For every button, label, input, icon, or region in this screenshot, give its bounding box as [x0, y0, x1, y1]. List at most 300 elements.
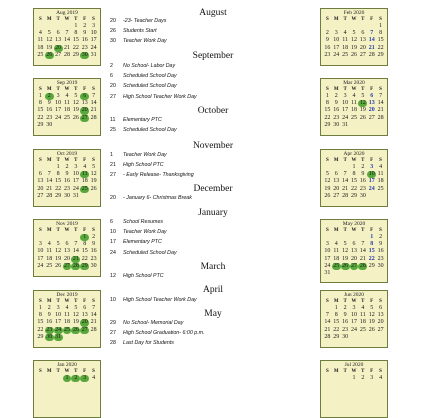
- calendar-day: [341, 234, 350, 241]
- calendar-day: [323, 23, 332, 30]
- calendar-day: [367, 122, 376, 129]
- calendar-day: 4: [361, 305, 365, 311]
- calendar-day: 7: [92, 93, 96, 99]
- calendar-title: Jun 2020: [343, 292, 364, 298]
- event-item: [110, 297, 197, 303]
- calendar-day: 30: [63, 192, 70, 199]
- calendar-day-marked: 13: [368, 100, 375, 107]
- event-text: Scheduled School Day: [123, 249, 177, 256]
- calendar-day: [71, 234, 80, 241]
- event-text: Last Day for Students: [123, 340, 174, 347]
- calendar-day: 29: [368, 262, 375, 269]
- calendar-day: 20: [37, 185, 44, 192]
- calendar-day: 11: [46, 248, 53, 255]
- event-item: [110, 273, 164, 279]
- weekday-label: S: [92, 299, 95, 304]
- weekday-label: S: [379, 87, 382, 92]
- weekday-label: S: [326, 299, 329, 304]
- calendar-day: 12: [324, 178, 331, 185]
- calendar-day: 18: [359, 319, 366, 326]
- weekday-label: S: [326, 158, 329, 163]
- calendar-day: 3: [325, 241, 329, 248]
- calendar-day: 2: [47, 305, 51, 311]
- calendar-day: [376, 270, 385, 277]
- weekday-label: W: [351, 17, 357, 22]
- event-item: [110, 28, 157, 34]
- calendar-week: [321, 164, 387, 171]
- calendar-day: 3: [74, 164, 78, 170]
- weekday-label: T: [74, 299, 78, 304]
- event-item: [110, 219, 163, 225]
- calendar-day: 1: [63, 375, 72, 382]
- calendar-day: 19: [324, 185, 331, 192]
- event-text: School Resumes: [123, 219, 164, 225]
- calendar-day: 29: [350, 192, 357, 199]
- calendar-day: 5: [370, 305, 374, 311]
- event-item: [110, 320, 183, 326]
- calendar-day: 27: [333, 192, 340, 199]
- event-item: [110, 229, 167, 235]
- calendar-day: 19: [90, 178, 97, 185]
- calendar-day: 17: [324, 255, 331, 262]
- calendar-day: [45, 375, 54, 382]
- calendar-day: 9: [325, 37, 329, 44]
- calendar-day: 27: [81, 114, 88, 121]
- calendar-day: 3: [38, 241, 42, 248]
- calendar-week: [321, 122, 387, 129]
- calendar-day: 30: [359, 192, 366, 199]
- calendar-day: 15: [350, 178, 357, 185]
- mini-calendar-aug2019: [33, 8, 101, 66]
- calendar-day: 14: [359, 248, 366, 255]
- calendar-day: 4: [65, 305, 69, 311]
- calendar-day: [332, 234, 341, 241]
- calendar-day: 14: [90, 312, 97, 319]
- calendar-day: 7: [379, 93, 383, 99]
- calendar-day: 15: [81, 248, 88, 255]
- weekday-label: M: [333, 158, 339, 163]
- calendar-week: [34, 37, 100, 44]
- weekday-label: M: [46, 299, 52, 304]
- calendar-day: 7: [47, 171, 51, 178]
- calendar-week: [34, 312, 100, 319]
- weekday-label: T: [361, 17, 365, 22]
- calendar-day: 10: [350, 312, 357, 319]
- calendar-day: [358, 334, 367, 341]
- event-text: - January 6- Christmas Break: [123, 195, 192, 201]
- event-text: - Early Release- Thanksgiving: [123, 172, 194, 179]
- calendar-day: 7: [65, 30, 69, 37]
- calendar-day: 30: [90, 262, 97, 269]
- month-heading-january: January: [198, 208, 228, 218]
- calendar-day: [367, 193, 376, 200]
- calendar-week: [34, 248, 100, 255]
- calendar-day: 12: [72, 100, 79, 107]
- weekday-label: S: [326, 87, 329, 92]
- event-date: 10: [110, 297, 116, 303]
- calendar-day: 23: [90, 255, 97, 262]
- calendar-day: 16: [46, 319, 53, 326]
- calendar-day: 9: [343, 312, 347, 319]
- weekday-label: S: [39, 158, 42, 163]
- calendar-day-marked: 7: [370, 30, 374, 37]
- event-text: High School Teacher Work Day: [123, 297, 197, 303]
- event-text: High School Graduation- 6:00 p.m.: [123, 330, 205, 337]
- calendar-day: 22: [37, 326, 44, 333]
- calendar-day: [376, 334, 385, 341]
- calendar-day: 2: [379, 234, 383, 240]
- event-date: 29: [110, 320, 116, 326]
- calendar-day: 6: [334, 171, 338, 178]
- calendar-day: 25: [37, 51, 44, 58]
- event-text: Teacher Work Day: [123, 152, 167, 158]
- calendar-week: [34, 30, 100, 37]
- event-text: No School- Memorial Day: [123, 320, 184, 326]
- calendar-title: Mar 2020: [343, 80, 365, 86]
- calendar-day: 11: [342, 37, 349, 44]
- calendar-day: 4: [92, 375, 96, 381]
- event-date: 10: [110, 229, 116, 236]
- calendar-day: 23: [46, 114, 53, 121]
- event-text: Students Start: [123, 28, 157, 35]
- calendar-day: 30: [46, 121, 53, 128]
- calendar-day: 24: [342, 114, 349, 121]
- calendar-day: 5: [352, 30, 356, 37]
- weekday-label: M: [46, 158, 52, 163]
- calendar-day: 26: [359, 114, 366, 121]
- calendar-day: 3: [56, 93, 60, 99]
- calendar-day: 5: [361, 93, 365, 99]
- calendar-day: 14: [377, 100, 384, 107]
- calendar-day: [63, 334, 72, 341]
- calendar-day: 5: [325, 171, 329, 178]
- calendar-day: 16: [333, 107, 340, 114]
- mini-calendar-jun2020: [320, 290, 388, 348]
- weekday-label: F: [83, 369, 87, 374]
- calendar-week: [34, 107, 100, 114]
- weekday-label: T: [56, 299, 60, 304]
- calendar-week: [321, 93, 387, 100]
- calendar-day: 21: [324, 326, 331, 333]
- calendar-day: [89, 334, 98, 341]
- calendar-day-marked: 1: [370, 234, 374, 240]
- calendar-day: 20: [350, 255, 357, 262]
- calendar-day: [358, 23, 367, 30]
- calendar-day: 25: [81, 185, 88, 192]
- calendar-day: 10: [333, 37, 340, 44]
- weekday-label: S: [92, 87, 95, 92]
- calendar-day: 26: [46, 51, 53, 58]
- month-heading-september: September: [192, 51, 234, 61]
- calendar-day: 6: [56, 30, 60, 37]
- weekday-label: F: [370, 17, 374, 22]
- calendar-day: 20: [81, 319, 88, 326]
- calendar-day: 13: [81, 312, 88, 319]
- event-text: Scheduled School Day: [123, 73, 177, 80]
- weekday-label: F: [83, 158, 87, 163]
- weekday-label: T: [74, 228, 78, 233]
- calendar-day: 1: [325, 93, 329, 99]
- calendar-day: [45, 23, 54, 30]
- weekday-label: S: [92, 369, 95, 374]
- calendar-day: 21: [90, 319, 97, 326]
- event-item: [110, 330, 205, 336]
- weekday-label: T: [343, 158, 347, 163]
- calendar-day: 30: [342, 333, 349, 340]
- calendar-day: 26: [342, 262, 349, 269]
- calendar-day: [323, 375, 332, 382]
- calendar-day: 16: [46, 107, 53, 114]
- event-date: 26: [110, 28, 116, 35]
- weekday-label: S: [379, 369, 382, 374]
- calendar-day: 26: [55, 262, 62, 269]
- calendar-day: 9: [65, 171, 69, 178]
- calendar-day: 22: [72, 44, 79, 51]
- weekday-label: S: [92, 17, 95, 22]
- weekday-label: T: [361, 299, 365, 304]
- calendar-day: 6: [80, 93, 89, 100]
- event-date: 27: [110, 330, 116, 337]
- calendar-day: [367, 270, 376, 277]
- weekday-label: T: [343, 369, 347, 374]
- calendar-day: 13: [55, 37, 62, 44]
- calendar-day: 11: [359, 312, 366, 319]
- calendar-day: 23: [377, 255, 384, 262]
- calendar-day: 11: [81, 171, 88, 178]
- calendar-day: 6: [83, 305, 87, 311]
- calendar-day: 1: [379, 23, 383, 29]
- calendar-day: 17: [342, 107, 349, 114]
- calendar-day: 28: [72, 262, 79, 269]
- event-item: [110, 162, 164, 168]
- calendar-day: 1: [80, 234, 89, 241]
- calendar-day: 26: [350, 51, 357, 58]
- calendar-day: 25: [342, 51, 349, 58]
- calendar-day: 15: [37, 319, 44, 326]
- calendar-week: [34, 115, 100, 122]
- calendar-day: 26: [324, 192, 331, 199]
- calendar-day: 21: [46, 185, 53, 192]
- event-date: 6: [110, 219, 113, 225]
- calendar-week: [34, 164, 100, 171]
- calendar-day-marked: 6: [370, 93, 374, 99]
- calendar-day: [323, 305, 332, 312]
- calendar-day: 20: [63, 255, 70, 262]
- calendar-title: Aug 2019: [56, 10, 78, 16]
- calendar-day: 11: [351, 100, 357, 107]
- weekday-label: T: [361, 158, 365, 163]
- calendar-day: 29: [81, 262, 88, 269]
- calendar-week: [321, 375, 387, 382]
- calendar-day: 23: [46, 326, 53, 333]
- calendar-week: [321, 37, 387, 44]
- calendar-day: 4: [343, 30, 347, 37]
- calendar-day: 3: [92, 23, 96, 29]
- calendar-day: 31: [342, 121, 349, 128]
- calendar-day: [358, 122, 367, 129]
- calendar-week: [34, 45, 100, 52]
- calendar-day: 7: [361, 241, 365, 248]
- calendar-day: 31: [55, 333, 62, 340]
- weekday-label: S: [39, 299, 42, 304]
- mini-calendar-mar2020: [320, 78, 388, 136]
- calendar-week: [321, 312, 387, 319]
- weekday-label: W: [64, 228, 70, 233]
- calendar-day-marked: 20: [368, 107, 375, 114]
- calendar-day: 24: [90, 44, 97, 51]
- calendar-week: [321, 45, 387, 52]
- calendar-week: [321, 241, 387, 248]
- calendar-day-marked: 22: [368, 255, 375, 262]
- calendar-week: [34, 375, 100, 382]
- calendar-week: [34, 256, 100, 263]
- weekday-label: T: [361, 228, 365, 233]
- calendar-day: 16: [377, 248, 384, 255]
- weekday-label: W: [351, 87, 357, 92]
- calendar-day: 11: [333, 248, 340, 255]
- weekday-label: F: [370, 158, 374, 163]
- calendar-day: 16: [324, 44, 331, 51]
- calendar-day: 5: [47, 30, 51, 37]
- calendar-day: 29: [37, 333, 44, 340]
- calendar-day: [358, 270, 367, 277]
- event-text: Scheduled School Day: [123, 83, 177, 90]
- event-date: 27: [110, 93, 116, 100]
- calendar-day: 27: [37, 192, 44, 199]
- calendar-day: 29: [37, 121, 44, 128]
- calendar-day: 22: [37, 114, 44, 121]
- calendar-week: [321, 30, 387, 37]
- weekday-label: S: [326, 17, 329, 22]
- calendar-day: 19: [72, 107, 79, 114]
- calendar-day: 9: [47, 312, 51, 319]
- calendar-day: 23: [342, 326, 349, 333]
- calendar-week: [34, 193, 100, 200]
- event-item: [110, 38, 167, 44]
- calendar-week: [321, 319, 387, 326]
- calendar-day: 25: [333, 262, 340, 269]
- month-heading-august: August: [199, 8, 227, 18]
- calendar-day: [376, 193, 385, 200]
- weekday-label: M: [333, 299, 339, 304]
- calendar-week: [321, 186, 387, 193]
- calendar-day: 8: [38, 100, 42, 107]
- calendar-day: 29: [333, 333, 340, 340]
- weekday-label: S: [92, 158, 95, 163]
- calendar-day: 24: [333, 51, 340, 58]
- calendar-day: 1: [38, 93, 42, 99]
- calendar-week: [321, 334, 387, 341]
- weekday-label: T: [74, 369, 78, 374]
- calendar-day: 8: [83, 241, 87, 248]
- weekday-label: M: [46, 17, 52, 22]
- weekday-label: M: [333, 228, 339, 233]
- calendar-day: 18: [350, 107, 357, 114]
- weekday-label: F: [370, 228, 374, 233]
- calendar-day: 21: [72, 255, 79, 262]
- calendar-day: 17: [350, 319, 357, 326]
- event-date: 6: [110, 73, 113, 80]
- calendar-week: [34, 305, 100, 312]
- calendar-day: 20: [333, 185, 340, 192]
- calendar-day: 14: [324, 319, 331, 326]
- weekday-label: M: [46, 228, 52, 233]
- calendar-day: 21: [359, 255, 366, 262]
- calendar-day: 12: [359, 100, 366, 107]
- calendar-day: 10: [342, 100, 349, 107]
- calendar-day: 21: [63, 44, 70, 51]
- calendar-day: [350, 270, 359, 277]
- calendar-day: 18: [37, 44, 44, 51]
- event-date: 20: [110, 18, 116, 24]
- calendar-day: 28: [342, 192, 349, 199]
- calendar-day: 29: [55, 192, 62, 199]
- calendar-day: 8: [74, 30, 78, 37]
- event-date: 20: [110, 83, 116, 90]
- event-item: [110, 18, 166, 24]
- weekday-label: M: [46, 369, 52, 374]
- calendar-day: [63, 234, 72, 241]
- calendar-day: 8: [325, 100, 329, 107]
- event-item: [110, 250, 177, 256]
- calendar-day: 24: [55, 326, 62, 333]
- event-date: 21: [110, 162, 116, 169]
- event-text: Teacher Work Day: [123, 38, 167, 45]
- weekday-label: T: [361, 369, 365, 374]
- calendar-day: 14: [46, 178, 53, 185]
- calendar-day: 2: [325, 30, 329, 37]
- weekday-label: T: [343, 17, 347, 22]
- event-item: [110, 94, 197, 100]
- calendar-day: 27: [63, 262, 70, 269]
- weekday-label: W: [64, 17, 70, 22]
- calendar-day: 7: [343, 171, 347, 178]
- calendar-day: 22: [333, 326, 340, 333]
- mini-calendar-apr2020: [320, 149, 388, 207]
- calendar-day: [63, 122, 72, 129]
- month-heading-april: April: [202, 285, 224, 295]
- calendar-day: [323, 164, 332, 171]
- weekday-label: W: [64, 158, 70, 163]
- calendar-day: 7: [325, 312, 329, 319]
- calendar-day: 30: [46, 333, 53, 340]
- calendar-week: [34, 327, 100, 334]
- calendar-day: 23: [324, 51, 331, 58]
- month-heading-november: November: [192, 141, 234, 151]
- calendar-day: 24: [350, 326, 357, 333]
- calendar-day: 24: [72, 185, 79, 192]
- calendar-day: 17: [55, 107, 62, 114]
- calendar-day: 13: [63, 248, 70, 255]
- calendar-day: 11: [64, 312, 70, 319]
- event-text: Scheduled School Day: [123, 127, 177, 134]
- calendar-week: [34, 334, 100, 341]
- calendar-day: 17: [90, 37, 97, 44]
- weekday-label: S: [326, 369, 329, 374]
- calendar-day: [376, 122, 385, 129]
- event-item: [110, 239, 162, 245]
- calendar-week: [321, 23, 387, 30]
- calendar-week: [34, 263, 100, 270]
- calendar-day: 22: [55, 185, 62, 192]
- calendar-day: 5: [343, 241, 347, 248]
- weekday-label: T: [56, 369, 60, 374]
- calendar-day: 29: [72, 51, 79, 58]
- calendar-day: 30: [333, 121, 340, 128]
- calendar-day: 12: [46, 37, 53, 44]
- calendar-day-marked: 8: [370, 241, 374, 248]
- calendar-day-marked: 17: [368, 178, 375, 185]
